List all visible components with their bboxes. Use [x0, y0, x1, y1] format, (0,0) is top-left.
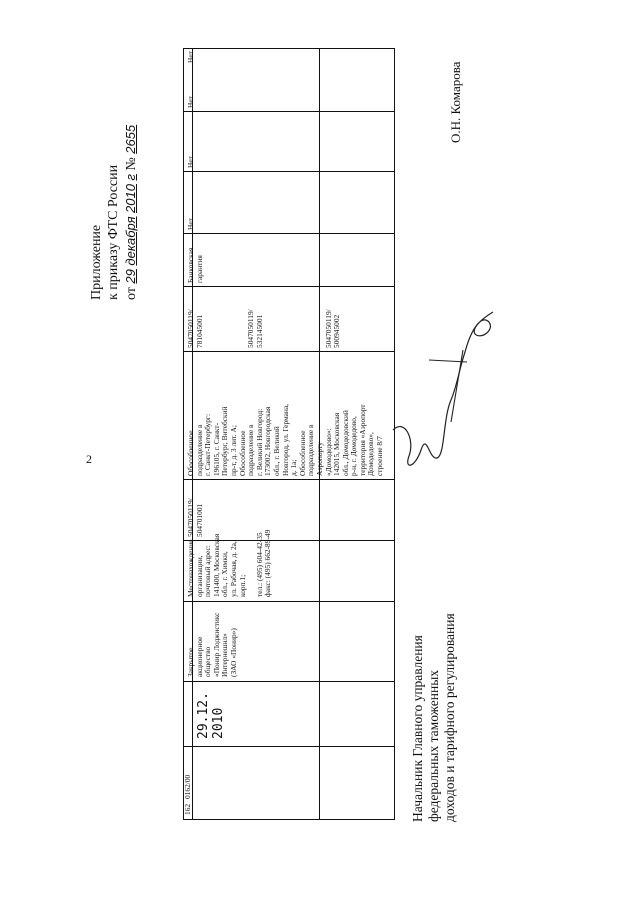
location-line: корп.1; — [237, 574, 247, 597]
table-line — [184, 286, 394, 287]
flag-value: Нет — [186, 156, 195, 168]
subdivision-codes-cell — [187, 309, 342, 348]
number-sign: № — [124, 157, 139, 171]
table-line — [184, 351, 394, 352]
subdivision-code-line — [204, 309, 213, 348]
subdivision-line: обл., г. Великий — [271, 426, 281, 476]
flag-cell — [187, 218, 196, 230]
subdivision-line: обл., Домодедовский — [340, 410, 350, 476]
subdivision-code-line — [264, 309, 273, 348]
subdivision-line: «Домодедово»: — [323, 428, 333, 476]
subdivision-line: Аэропорту — [314, 442, 324, 476]
inn-kpp-line: 5047050119/ — [186, 498, 195, 537]
subdivision-code-line: 532145001 — [254, 314, 264, 348]
flag-value: Нет — [186, 96, 195, 108]
code: 0162/00 — [183, 774, 192, 799]
table-line — [184, 681, 394, 682]
location-line: тел.: (495) 604-42-35 — [254, 532, 264, 597]
subdivision-code-line — [307, 309, 316, 348]
subdivision-line: Петербург, Витебский — [220, 406, 230, 476]
subdivision-line: д. 1а; — [289, 459, 299, 476]
subdivision-line: подразделение в — [246, 424, 256, 476]
subdivision-line: 173002, Новгородская — [263, 406, 273, 476]
signatory-position-line: доходов и тарифного регулирования — [442, 613, 457, 822]
subdivision-code-line: 500945002 — [332, 314, 342, 348]
appendix-order-ref: к приказу ФТС России — [106, 164, 121, 300]
signatory-position-line: Начальник Главного управления — [410, 635, 425, 822]
table-line — [184, 111, 394, 112]
subdivision-line: Обособленное — [297, 430, 307, 476]
order-number: 2655 — [123, 124, 138, 154]
subdivision-line: Новгород, ул. Германа, — [280, 403, 290, 476]
subdivision-line: р-н, г. Домодедово, — [349, 416, 359, 476]
subdivisions-cell — [187, 404, 385, 476]
subdivision-line: г. Санкт-Петербург: — [203, 413, 213, 476]
row-number-cell — [184, 804, 193, 815]
flag-cell — [187, 51, 196, 63]
subdivision-code-line — [221, 309, 230, 348]
subdivision-line: г. Великий Новгород: — [254, 408, 264, 476]
security-line: Банковская — [186, 247, 195, 283]
location-line: факс: (495) 662-89-49 — [263, 529, 273, 597]
subdivision-line: подразделение в — [306, 424, 316, 476]
flag-cell — [187, 156, 196, 168]
date-prefix: от — [124, 287, 139, 300]
signatory-name: О.Н. Комарова — [448, 61, 463, 143]
date-line: 29.12. — [196, 692, 211, 739]
subdivision-code-line — [213, 309, 222, 348]
appendix-date-line — [122, 125, 140, 300]
registry-table — [183, 48, 395, 820]
signature-block — [410, 613, 458, 822]
subdivision-code-line: 781045001 — [194, 314, 204, 348]
row-number: 162 — [183, 803, 192, 815]
location-line: ул. Рабочая, д. 2а, — [228, 541, 238, 597]
inn-kpp-line: 504701001 — [194, 503, 204, 537]
date-cell — [196, 692, 226, 739]
date-month: декабря — [123, 216, 138, 266]
subdivision-line: территория «Аэропорт — [357, 404, 367, 476]
security-cell — [187, 248, 204, 283]
security-line: гарантия — [194, 255, 204, 283]
appendix-title: Приложение — [89, 224, 104, 300]
organization-line: «Понир Лоджистикс — [211, 612, 221, 677]
date-day: 29 — [123, 269, 138, 284]
table-line — [184, 171, 394, 172]
subdivision-code-line — [273, 309, 282, 348]
subdivision-line: пр-т, д. 3 лит. А; — [228, 425, 238, 476]
subdivision-line: 142015, Московская — [332, 412, 342, 476]
organization-cell — [187, 613, 239, 677]
flag-value: Нет — [186, 51, 195, 63]
date-year-suffix: г — [123, 174, 138, 181]
subdivision-line: подразделение в — [194, 424, 204, 476]
inn-kpp-cell — [187, 498, 204, 537]
subdivision-line: Обособленное — [237, 430, 247, 476]
code-cell — [184, 775, 193, 799]
organization-line: общество — [203, 646, 213, 677]
subdivision-line: Домодедово», — [366, 432, 376, 476]
subdivision-line: строение 8/7 — [375, 436, 385, 476]
subdivision-code-line — [282, 309, 291, 348]
table-line — [184, 601, 394, 602]
organization-line: Интернешнл» — [220, 633, 230, 677]
date-line: 2010 — [211, 707, 226, 739]
table-line — [184, 746, 394, 747]
location-line: обл., г. Химки, — [220, 551, 230, 597]
date-year: 2010 — [123, 184, 138, 213]
organization-line: Закрытое — [186, 647, 195, 677]
table-line — [184, 479, 394, 480]
subdivision-code-line: 5047050119/ — [323, 309, 333, 348]
flag-cell — [187, 96, 196, 108]
location-line: организации, — [194, 555, 204, 597]
table-line — [184, 233, 394, 234]
organization-line: акционерное — [194, 636, 204, 677]
signatory-position-line: федеральных таможенных — [426, 669, 441, 822]
organization-line: (ЗАО «Понир») — [228, 628, 238, 677]
subdivision-line: Обособленное — [186, 430, 195, 476]
subdivision-code-line — [299, 309, 308, 348]
location-line: Местонахождение — [186, 539, 195, 597]
flag-value: Нет — [186, 218, 195, 230]
appendix-header — [88, 125, 140, 300]
subdivision-code-line — [230, 309, 239, 348]
subdivision-code-line: 5047050119/ — [186, 309, 195, 348]
location-line: почтовый адрес: — [203, 545, 213, 597]
subdivision-code-line: 5047050119/ — [246, 309, 256, 348]
location-line: 141400, Московская — [211, 533, 221, 597]
subdivision-line: 196105, г. Санкт- — [211, 422, 221, 476]
page-number: 2 — [86, 452, 92, 466]
handwritten-signature — [385, 300, 515, 500]
subdivision-code-line — [290, 309, 299, 348]
location-cell — [187, 530, 273, 597]
